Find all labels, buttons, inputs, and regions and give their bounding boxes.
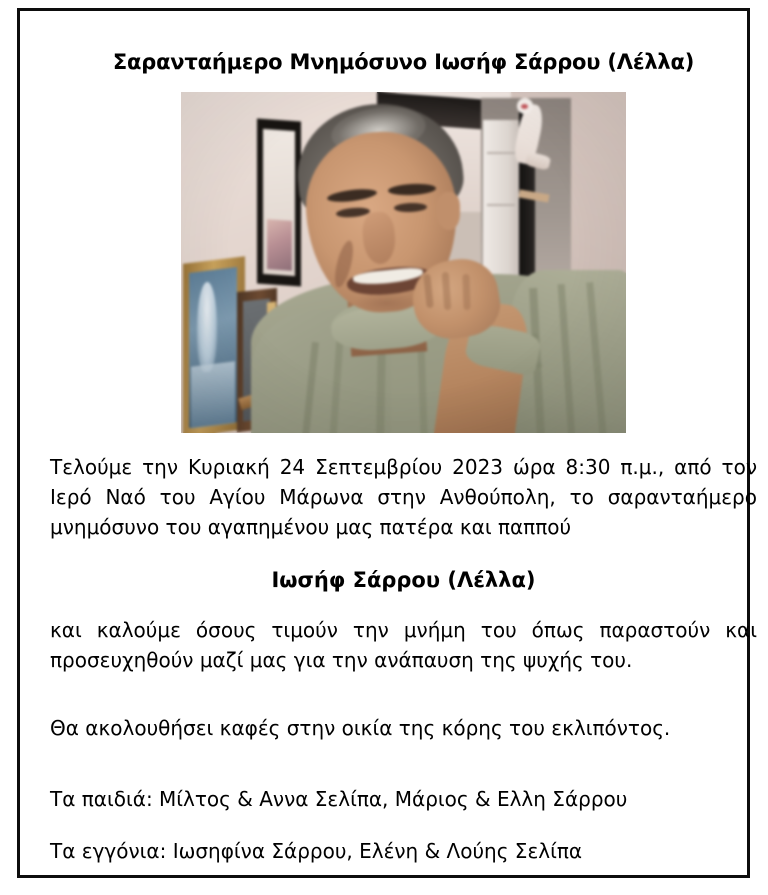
- deceased-name: Ιωσήφ Σάρρου (Λέλλα): [271, 568, 536, 593]
- children-line: Τα παιδιά: Μίλτος & Αννα Σελίπα, Μάριος & Ελλη Σάρρου: [50, 787, 628, 812]
- reception-paragraph: Θα ακολουθήσει καφές στην οικία της κόρης του εκλιπόντος.: [50, 716, 671, 741]
- photo-container: [50, 92, 757, 433]
- grandchildren-line: Τα εγγόνια: Ιωσηφίνα Σάρρου, Ελένη & Λούης Σελίπα: [50, 839, 583, 864]
- page-title: Σαρανταήμερο Μνημόσυνο Ιωσήφ Σάρρου (Λέλλα): [112, 50, 695, 74]
- service-intro-paragraph: Τελούμε την Κυριακή 24 Σεπτεμβρίου 2023 ώρα 8:30 π.μ., από τον Ιερό Ναό του Αγίου Μάρωνα στην Ανθούπολη, το σαρανταήμερο μνημόσυνο του αγαπημένου μας πατέρα και παππού: [50, 455, 757, 540]
- page-border-frame: [17, 8, 757, 878]
- photo-vignette-overlay: [181, 92, 626, 433]
- deceased-photo: [181, 92, 626, 433]
- invitation-paragraph: και καλούμε όσους τιμούν την μνήμη του όπως παραστούν και προσευχηθούν μαζί μας για την ανάπαυση της ψυχής του.: [50, 618, 757, 673]
- notice-content: [50, 19, 757, 886]
